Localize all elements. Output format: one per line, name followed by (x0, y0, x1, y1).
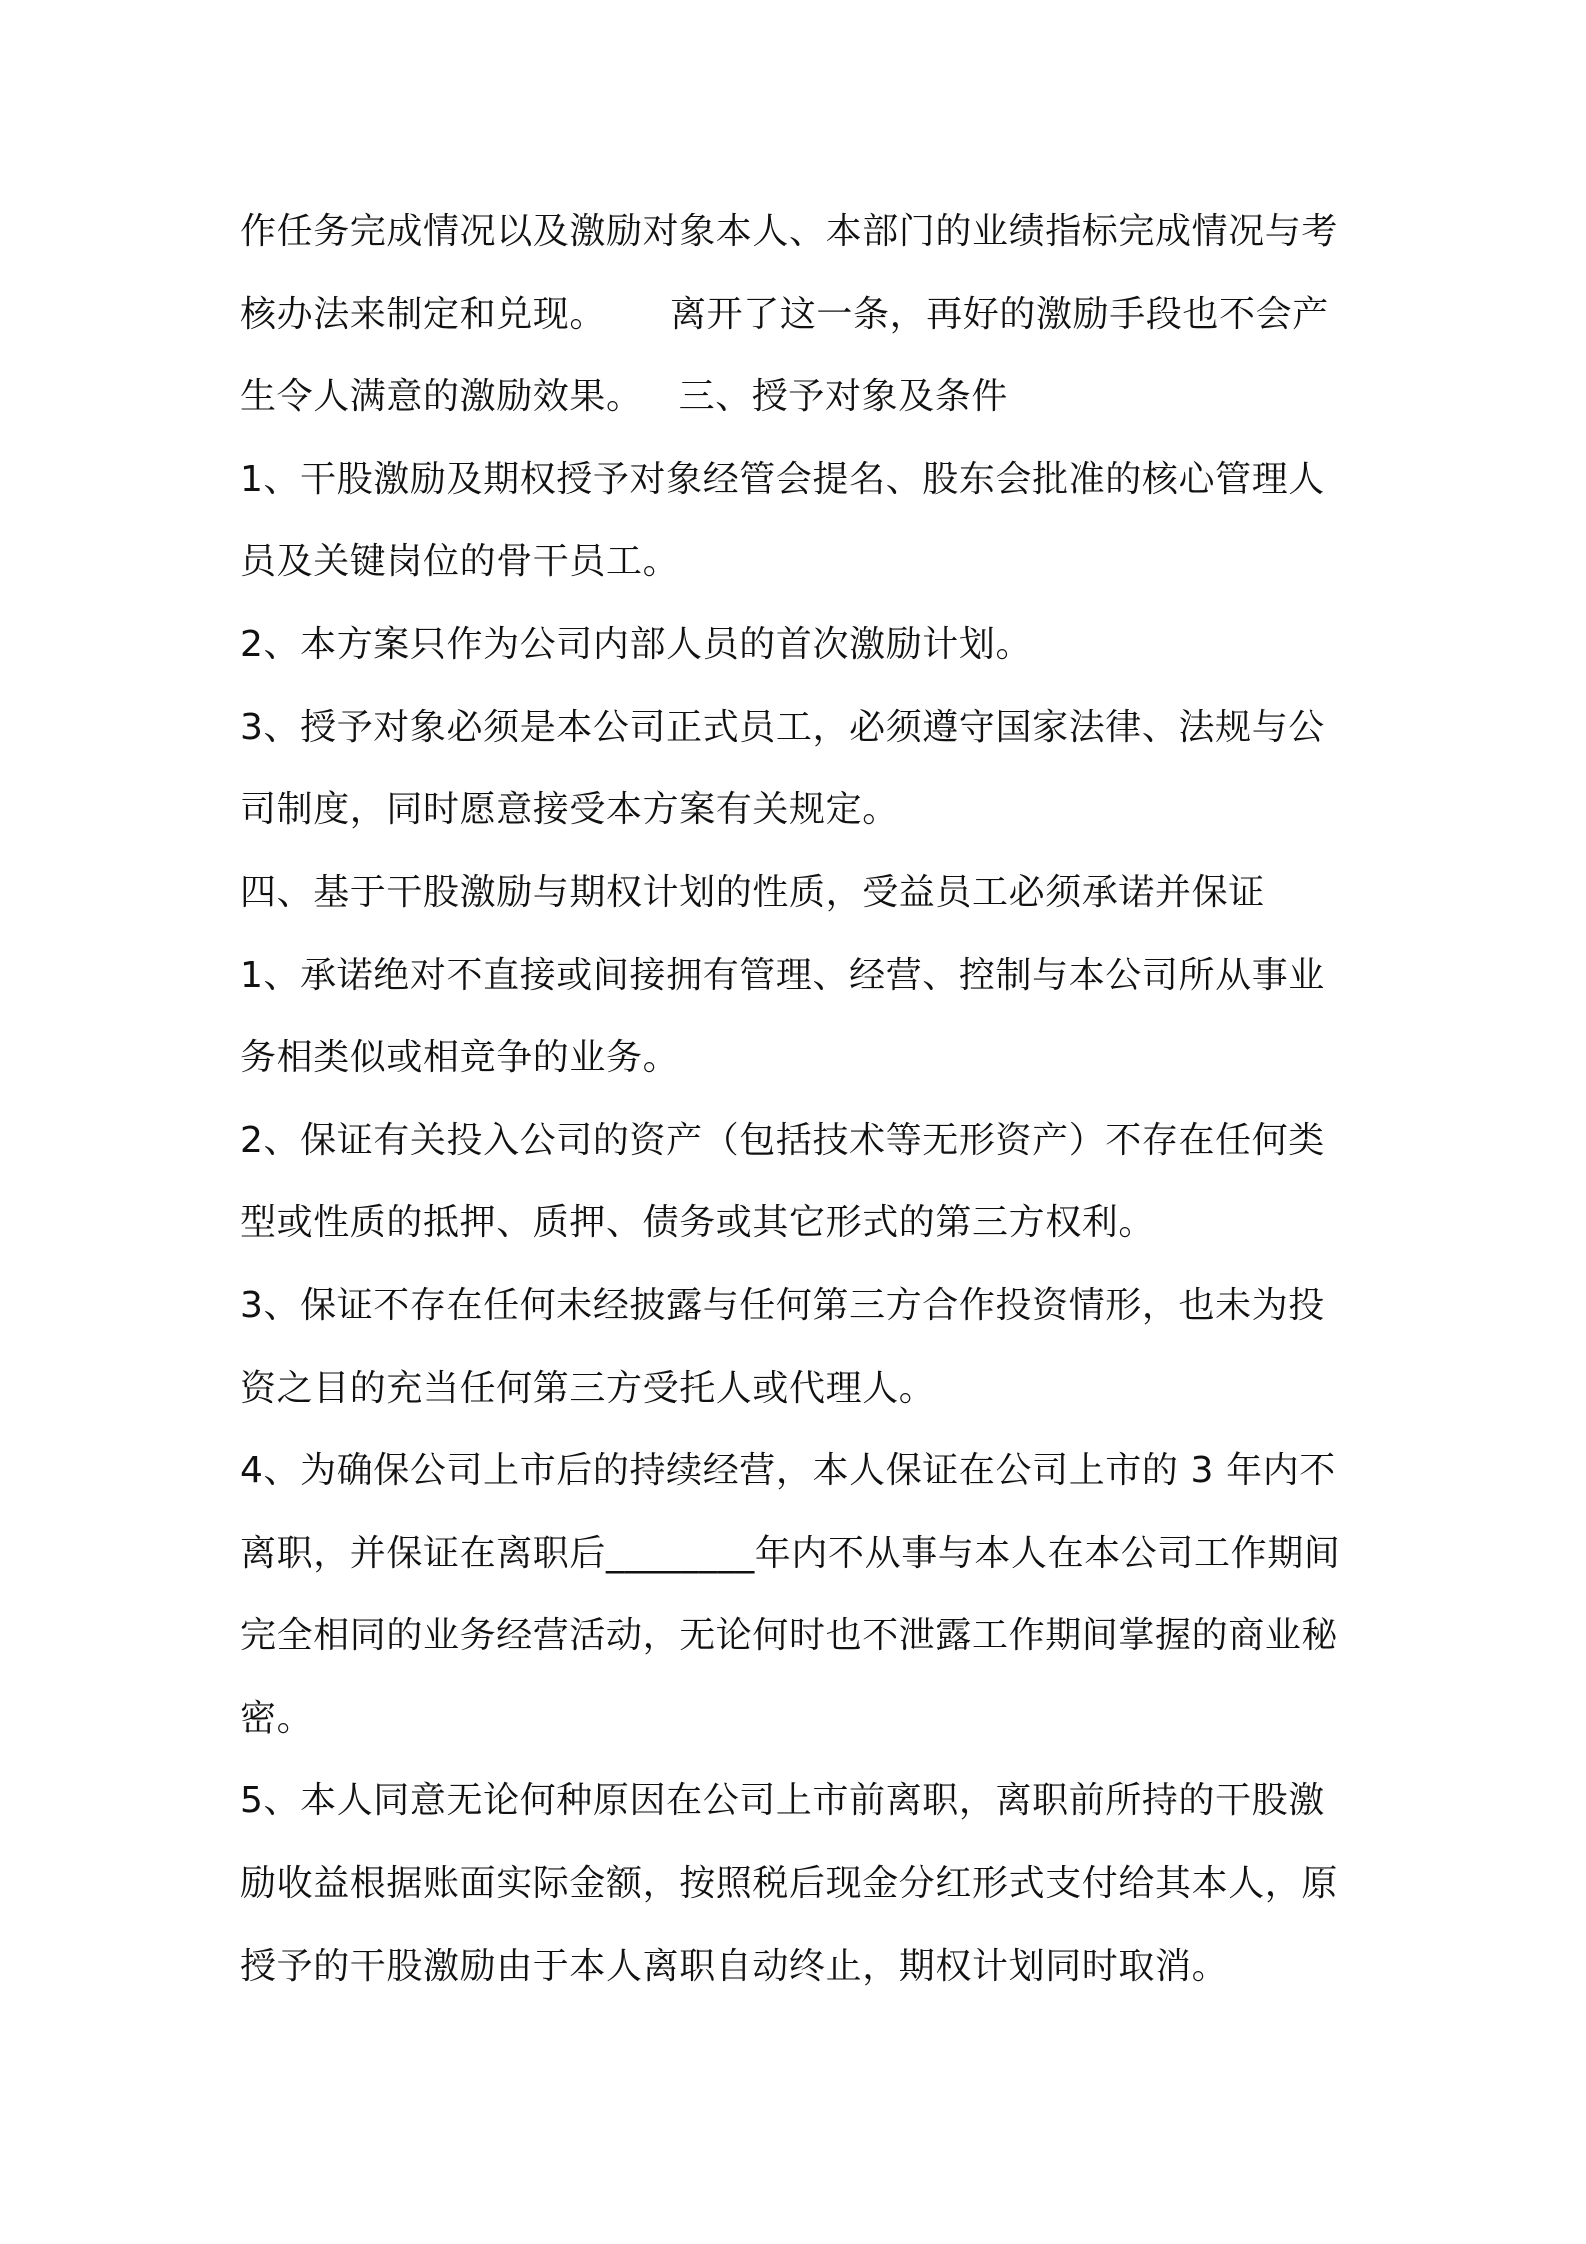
section-heading: 四、基于干股激励与期权计划的性质，受益员工必须承诺并保证 (240, 872, 1265, 913)
text-line: 务相类似或相竞争的业务。 (240, 1037, 680, 1078)
text-line (240, 373, 1360, 421)
text-line: 员及关键岗位的骨干员工。 (240, 541, 680, 582)
text-line: 作任务完成情况以及激励对象本人、本部门的业绩指标完成情况与考 (240, 211, 1339, 252)
text-segment: 离开了这一条，再好的激励手段也不会产 (670, 294, 1329, 335)
text-line: 型或性质的抵押、质押、债务或其它形式的第三方权利。 (240, 1202, 1156, 1243)
text-line: 4、为确保公司上市后的持续经营，本人保证在公司上市的 3 年内不 (240, 1450, 1336, 1491)
text-line: 5、本人同意无论何种原因在公司上市前离职，离职前所持的干股激 (240, 1780, 1325, 1821)
section-heading: 三、授予对象及条件 (678, 376, 1009, 417)
text-line: 1、干股激励及期权授予对象经管会提名、股东会批准的核心管理人 (240, 459, 1325, 500)
text-segment: 核办法来制定和兑现。 (240, 294, 607, 335)
text-line: 3、授予对象必须是本公司正式员工，必须遵守国家法律、法规与公 (240, 707, 1325, 748)
text-line (240, 291, 1360, 339)
text-line: 授予的干股激励由于本人离职自动终止，期权计划同时取消。 (240, 1946, 1229, 1987)
text-line: 2、本方案只作为公司内部人员的首次激励计划。 (240, 624, 1033, 665)
text-segment: 生令人满意的激励效果。 (240, 376, 643, 417)
text-line: 完全相同的业务经营活动，无论何时也不泄露工作期间掌握的商业秘 (240, 1615, 1339, 1656)
text-line: 3、保证不存在任何未经披露与任何第三方合作投资情形，也未为投 (240, 1285, 1325, 1326)
text-line: 密。 (240, 1698, 314, 1739)
text-line: 2、保证有关投入公司的资产（包括技术等无形资产）不存在任何类 (240, 1120, 1325, 1161)
text-line: 1、承诺绝对不直接或间接拥有管理、经营、控制与本公司所从事业 (240, 955, 1325, 996)
text-line: 司制度，同时愿意接受本方案有关规定。 (240, 789, 899, 830)
text-line: 资之目的充当任何第三方受托人或代理人。 (240, 1368, 936, 1409)
text-line: 励收益根据账面实际金额，按照税后现金分红形式支付给其本人，原 (240, 1863, 1339, 1904)
text-line: 离职，并保证在离职后________年内不从事与本人在本公司工作期间 (240, 1533, 1341, 1574)
